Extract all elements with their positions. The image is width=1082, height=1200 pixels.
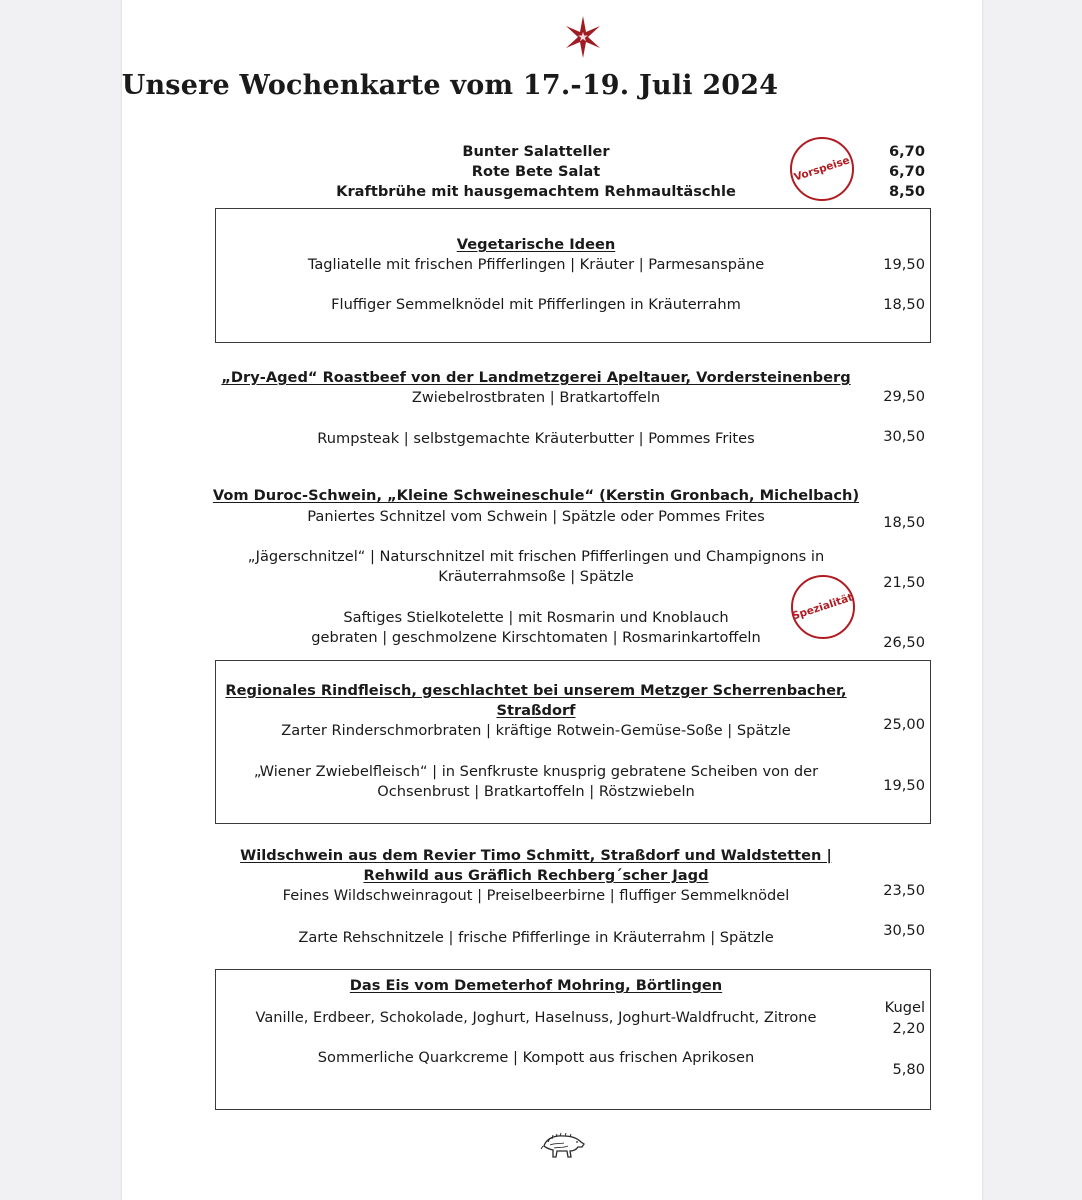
menu-item-price: 30,50 [883,428,925,445]
menu-item: Feines Wildschweinragout | Preiselbeerbirne | fluffiger Semmelknödel [282,887,790,904]
section-heading-beef: „Dry-Aged“ Roastbeef von der Landmetzgerei Apeltauer, Vordersteinenberg [221,369,851,386]
section-heading-regional: Regionales Rindfleisch, geschlachtet bei unserem Metzger Scherrenbacher, [225,682,847,699]
section-heading-pork: Vom Duroc-Schwein, „Kleine Schweineschule“ (Kerstin Gronbach, Michelbach) [212,487,860,504]
section-heading-vegetarian: Vegetarische Ideen [456,236,616,253]
red-star-icon [562,16,604,58]
starter-price: 6,70 [888,163,925,180]
menu-item: Vanille, Erdbeer, Schokolade, Joghurt, Haselnuss, Joghurt-Waldfrucht, Zitrone [255,1009,817,1026]
section-heading-game: Wildschwein aus dem Revier Timo Schmitt, Straßdorf und Waldstetten | [240,847,832,864]
menu-item-price: 18,50 [883,514,925,531]
starter-item: Bunter Salatteller [462,143,610,160]
menu-item: Fluffiger Semmelknödel mit Pfifferlingen in Kräuterrahm [331,296,741,313]
spezialitaet-stamp [791,575,855,639]
stamp-label: Vorspeise [792,154,852,184]
menu-item: Sommerliche Quarkcreme | Kompott aus frischen Aprikosen [317,1049,755,1066]
menu-item: Ochsenbrust | Bratkartoffeln | Röstzwiebeln [377,783,695,800]
section-heading-game: Rehwild aus Gräflich Rechberg´scher Jagd [363,867,709,884]
vorspeise-stamp [790,137,854,201]
vegetarian-section-box [215,208,931,343]
menu-item: „Jägerschnitzel“ | Naturschnitzel mit frischen Pfifferlingen und Champignons in [247,548,825,565]
menu-item-price: 18,50 [883,296,925,313]
menu-item: Zarte Rehschnitzele | frische Pfifferlinge in Kräuterrahm | Spätzle [298,929,774,946]
stamp-label: Spezialität [791,591,855,623]
menu-item: Tagliatelle mit frischen Pfifferlingen | Kräuter | Parmesanspäne [307,256,765,273]
menu-item-price: 26,50 [883,634,925,651]
section-heading-regional: Straßdorf [496,702,576,719]
page-title: Unsere Wochenkarte vom 17.-19. Juli 2024 [121,70,779,101]
menu-item: Zwiebelrostbraten | Bratkartoffeln [411,389,661,406]
starter-item: Rote Bete Salat [471,163,601,180]
price-unit-label: Kugel [884,999,925,1016]
menu-item-price: 19,50 [883,256,925,273]
menu-item-price: 21,50 [883,574,925,591]
menu-item-price: 5,80 [892,1061,925,1078]
starter-price: 8,50 [888,183,925,200]
menu-item-price: 29,50 [883,388,925,405]
menu-item-price: 25,00 [883,716,925,733]
menu-item: gebraten | geschmolzene Kirschtomaten | Rosmarinkartoffeln [311,629,761,646]
menu-item: Zarter Rinderschmorbraten | kräftige Rotwein-Gemüse-Soße | Spätzle [281,722,791,739]
starter-price: 6,70 [888,143,925,160]
menu-item: Saftiges Stielkotelette | mit Rosmarin und Knoblauch [343,609,729,626]
menu-item: Rumpsteak | selbstgemachte Kräuterbutter | Pommes Frites [317,430,755,447]
menu-item: „Wiener Zwiebelfleisch“ | in Senfkruste knusprig gebratene Scheiben von der [253,763,819,780]
menu-item-price: 2,20 [892,1020,925,1037]
section-heading-icecream: Das Eis vom Demeterhof Mohring, Börtlingen [349,977,723,994]
menu-item-price: 30,50 [883,922,925,939]
menu-item: Kräuterrahmsoße | Spätzle [438,568,634,585]
wild-boar-icon [540,1130,586,1160]
menu-item-price: 23,50 [883,882,925,899]
menu-item: Paniertes Schnitzel vom Schwein | Spätzle oder Pommes Frites [307,508,765,525]
menu-item-price: 19,50 [883,777,925,794]
starter-item: Kraftbrühe mit hausgemachtem Rehmaultäschle [336,183,736,200]
